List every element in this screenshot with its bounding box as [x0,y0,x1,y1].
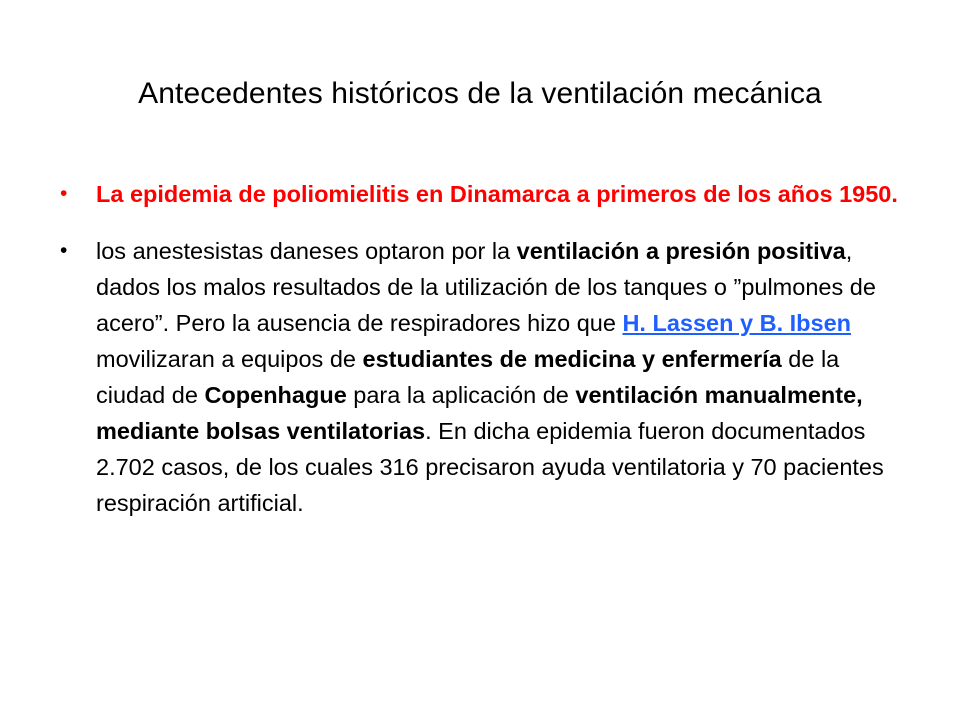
bold-text-segment: estudiantes de medicina y enfermería [362,346,782,372]
bullet-text-segment: para la aplicación de [346,382,576,408]
bold-text-segment: Copenhague [204,382,347,408]
bullet-text-segment: . En dicha epidemia fueron documentados 2.702 casos, de los cuales 316 precisaron ayuda ventilatoria y 70 pacientes respiración artificial. [96,418,884,516]
bullet-item-epidemic [52,176,902,212]
bold-text-segment: ventilación a presión positiva [516,238,846,264]
bullet-dot-icon: • [60,239,68,262]
bullet-text-segment: movilizaran a equipos de [96,346,363,372]
bullet-text-segment: de la ciudad de [96,346,840,408]
bold-text-segment: ventilación manualmente, mediante bolsas ventilatorias [96,382,863,444]
bullet-dot-icon: • [60,182,68,205]
bullet-list [52,176,902,521]
slide-title: Antecedentes históricos de la ventilación mecánica [138,77,822,110]
bullet-text-segment: , dados los malos resultados de la utilización de los tanques o ”pulmones de acero”. Pero la ausencia de respiradores hizo que [96,238,876,336]
bullet-item-ventilation [52,233,902,521]
bullet-text: La epidemia de poliomielitis en Dinamarca a primeros de los años 1950. [96,181,898,207]
lassen-ibsen-link[interactable]: H. Lassen y B. Ibsen [622,310,852,336]
bullet-text-segment: los anestesistas daneses optaron por la [96,238,517,264]
